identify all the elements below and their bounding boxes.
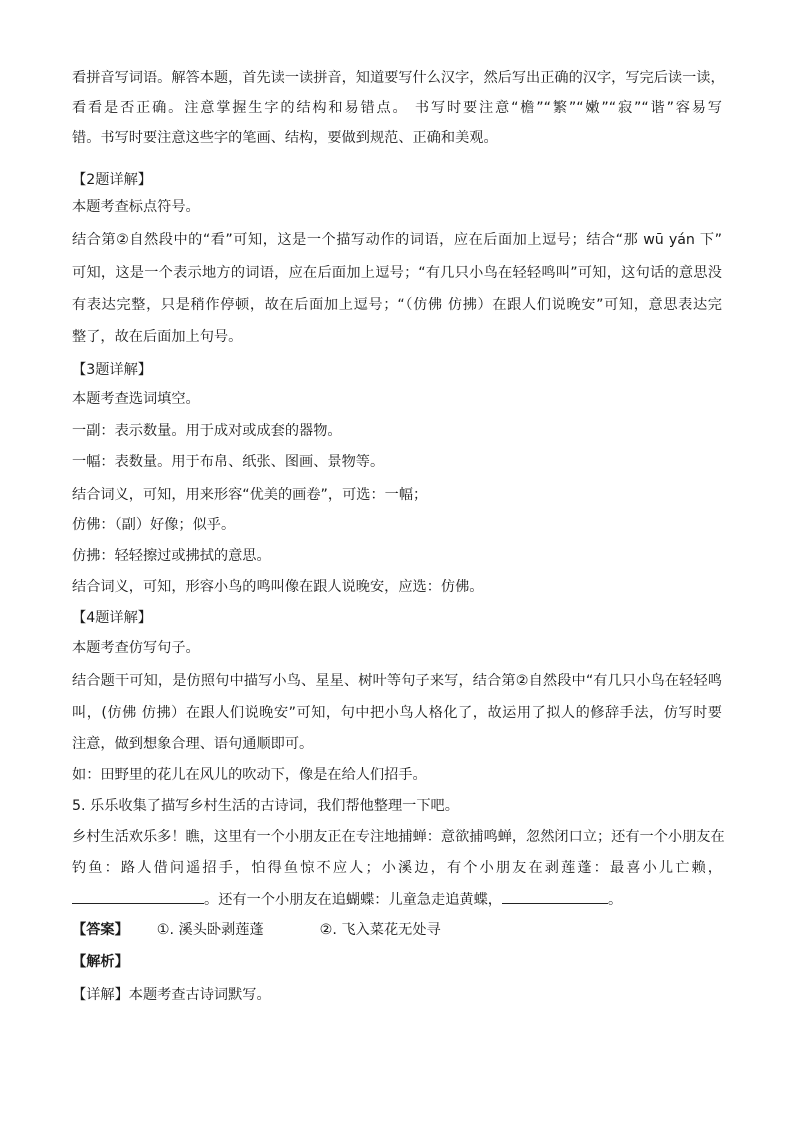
text-line: 可知，这是一个表示地方的词语，应在后面加上逗号；“有几只小鸟在轻轻鸣叫”可知，这句话的意思没	[72, 265, 722, 281]
text-line: 错。书写时要注意这些字的笔画、结构，要做到规范、正确和美观。	[72, 130, 498, 146]
question-5: 5. 乐乐收集了描写乡村生活的古诗词，我们帮他整理一下吧。	[72, 798, 459, 814]
text-line: 仿拂：轻轻擦过或拂拭的意思。	[72, 548, 271, 564]
section-heading: 【3题详解】	[72, 362, 152, 378]
answer-line	[72, 920, 441, 940]
text-line: 整了，故在后面加上句号。	[72, 329, 243, 345]
section-heading: 【2题详解】	[72, 172, 152, 188]
detail-line: 【详解】本题考查古诗词默写。	[72, 987, 271, 1003]
answer-blank-2[interactable]	[502, 889, 608, 904]
text-line: 如：田野里的花儿在风儿的吹动下，像是在给人们招手。	[72, 767, 427, 783]
text-line: 看看是否正确。注意掌握生字的结构和易错点。 书写时要注意“檐”“繁”“嫩”“寂”“谐”容易写	[72, 100, 722, 116]
text-line: 看拼音写词语。解答本题，首先读一读拼音，知道要写什么汉字，然后写出正确的汉字，写完后读一读，	[72, 70, 725, 86]
text-line: 钓鱼：路人借问遥招手，怕得鱼惊不应人；小溪边，有个小朋友在剥莲蓬：最喜小儿亡赖，	[72, 860, 722, 876]
fill-blank-line	[72, 889, 622, 910]
text-line: 本题考查标点符号。	[72, 199, 200, 215]
text-line: 结合词义，可知，用来形容“优美的画卷”，可选：一幅；	[72, 487, 428, 503]
text-line: 结合题干可知，是仿照句中描写小鸟、星星、树叶等句子来写，结合第②自然段中“有几只小鸟在轻轻鸣	[72, 673, 722, 689]
answer-1: ①. 溪头卧剥莲蓬	[156, 922, 264, 938]
text-line: 一幅：表数量。用于布帛、纸张、图画、景物等。	[72, 454, 385, 470]
text-fragment: 。	[607, 892, 623, 908]
text-fragment: 。还有一个小朋友在追蝴蝶：儿童急走追黄蝶，	[204, 892, 502, 908]
text-line: 一副：表示数量。用于成对或成套的器物。	[72, 423, 342, 439]
text-line: 本题考查选词填空。	[72, 391, 200, 407]
answer-blank-1[interactable]	[72, 889, 204, 904]
text-line: 叫，(仿佛 仿拂）在跟人们说晚安”可知，句中把小鸟人格化了，故运用了拟人的修辞手法，仿写时要	[72, 705, 722, 721]
text-line: 结合词义，可知，形容小鸟的鸣叫像在跟人说晚安，应选：仿佛。	[72, 579, 484, 595]
text-line: 乡村生活欢乐多！瞧，这里有一个小朋友正在专注地捕蝉：意欲捕鸣蝉，忽然闭口立；还有一个小朋友在	[72, 829, 725, 845]
text-line: 仿佛：（副）好像；似乎。	[72, 517, 236, 533]
text-line: 结合第②自然段中的“看”可知，这是一个描写动作的词语，应在后面加上逗号；结合“那 wū yán 下”	[72, 232, 722, 248]
section-heading: 【4题详解】	[72, 610, 152, 626]
answer-2: ②. 飞入菜花无处寻	[319, 922, 441, 938]
answer-label: 【答案】	[72, 922, 129, 938]
text-line: 有表达完整，只是稍作停顿，故在后面加上逗号；“（仿佛 仿拂）在跟人们说晚安”可知，意思表达完	[72, 297, 722, 313]
text-line: 注意，做到想象合理、语句通顺即可。	[72, 736, 314, 752]
analysis-label: 【解析】	[72, 954, 129, 970]
text-line: 本题考查仿写句子。	[72, 640, 200, 656]
